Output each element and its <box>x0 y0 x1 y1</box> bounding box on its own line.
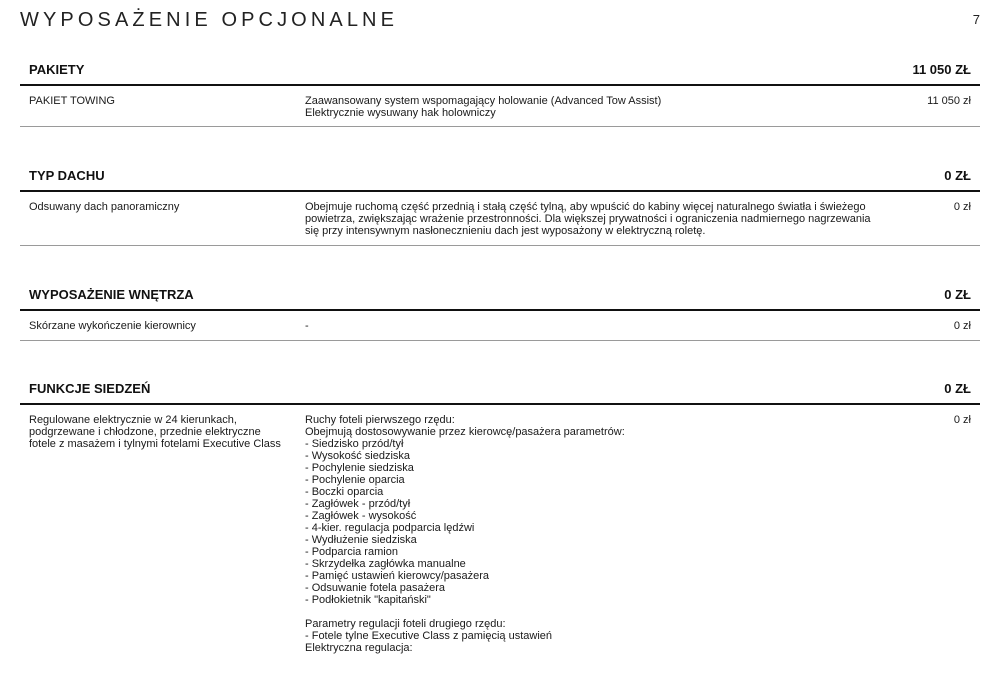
option-description <box>305 95 895 119</box>
page-title: WYPOSAŻENIE OPCJONALNE <box>20 9 399 31</box>
page-number: 7 <box>972 12 980 27</box>
description-line: - Pochylenie siedziska <box>305 462 414 474</box>
section-title: FUNKCJE SIEDZEŃ <box>29 381 151 396</box>
section-funkcje-siedzen <box>20 374 980 675</box>
option-name-line: Odsuwany dach panoramiczny <box>29 201 180 213</box>
section-header <box>20 280 980 311</box>
option-price: 0 zł <box>953 320 971 332</box>
description-line: Elektrycznie wysuwany hak holowniczy <box>305 107 496 119</box>
option-price: 0 zł <box>953 201 971 213</box>
table-row <box>20 192 980 246</box>
option-description <box>305 201 895 237</box>
description-line: - Zagłówek - wysokość <box>305 510 417 522</box>
section-header <box>20 161 980 192</box>
description-line: - Boczki oparcia <box>305 486 384 498</box>
option-description <box>305 320 895 332</box>
description-line: - Wysokość siedziska <box>305 450 411 462</box>
table-row <box>20 311 980 341</box>
option-name <box>29 414 279 450</box>
section-typ-dachu <box>20 161 980 246</box>
section-price: 0 ZŁ <box>944 287 971 302</box>
description-line: Parametry regulacji foteli drugiego rzędu: <box>305 618 506 630</box>
description-line: powietrza, zwiększając wrażenie przestronności. Dla większej prywatności i ograniczenia nadmiernego nagrzewania <box>305 213 871 225</box>
option-name <box>29 95 279 107</box>
section-title: WYPOSAŻENIE WNĘTRZA <box>29 287 194 302</box>
description-line: - Fotele tylne Executive Class z pamięcią ustawień <box>305 630 552 642</box>
option-name-line: PAKIET TOWING <box>29 95 115 107</box>
section-title: PAKIETY <box>29 62 85 77</box>
description-line: - Odsuwanie fotela pasażera <box>305 582 446 594</box>
section-pakiety <box>20 55 980 127</box>
description-line: - Pochylenie oparcia <box>305 474 405 486</box>
option-price: 0 zł <box>953 414 971 426</box>
table-row <box>20 86 980 127</box>
description-line: Obejmują dostosowywanie przez kierowcę/pasażera parametrów: <box>305 426 625 438</box>
description-line: - <box>305 320 309 332</box>
section-header <box>20 374 980 405</box>
section-price: 0 ZŁ <box>944 381 971 396</box>
section-title: TYP DACHU <box>29 168 105 183</box>
description-line: - Pamięć ustawień kierowcy/pasażera <box>305 570 490 582</box>
option-name <box>29 320 279 332</box>
description-line: - Siedzisko przód/tył <box>305 438 404 450</box>
section-wyposazenie-wnetrza <box>20 280 980 341</box>
option-description <box>305 414 895 654</box>
option-name-line: fotele z masażem i tylnymi fotelami Executive Class <box>29 438 281 450</box>
table-row <box>20 405 980 675</box>
option-name <box>29 201 279 213</box>
description-line: - Podparcia ramion <box>305 546 398 558</box>
description-line: - Zagłówek - przód/tył <box>305 498 411 510</box>
option-price: 11 050 zł <box>927 95 971 107</box>
description-line: się przy intensywnym nasłonecznieniu dach jest wyposażony w elektryczną roletę. <box>305 225 706 237</box>
option-name-line: Skórzane wykończenie kierownicy <box>29 320 196 332</box>
description-line: Elektryczna regulacja: <box>305 642 413 654</box>
description-line: - Wydłużenie siedziska <box>305 534 417 546</box>
description-line: Zaawansowany system wspomagający holowanie (Advanced Tow Assist) <box>305 95 662 107</box>
section-price: 0 ZŁ <box>944 168 971 183</box>
description-line: Obejmuje ruchomą część przednią i stałą część tylną, aby wpuścić do kabiny więcej naturalnego światła i świeżego <box>305 201 866 213</box>
description-line: - Skrzydełka zagłówka manualne <box>305 558 466 570</box>
description-line: - 4-kier. regulacja podparcia lędźwi <box>305 522 475 534</box>
description-line: - Podłokietnik "kapitański" <box>305 594 431 606</box>
option-name-line: podgrzewane i chłodzone, przednie elektryczne <box>29 426 261 438</box>
section-header <box>20 55 980 86</box>
description-line: Ruchy foteli pierwszego rzędu: <box>305 414 455 426</box>
section-price: 11 050 ZŁ <box>912 62 971 77</box>
description-spacer <box>305 606 895 618</box>
option-name-line: Regulowane elektrycznie w 24 kierunkach, <box>29 414 237 426</box>
